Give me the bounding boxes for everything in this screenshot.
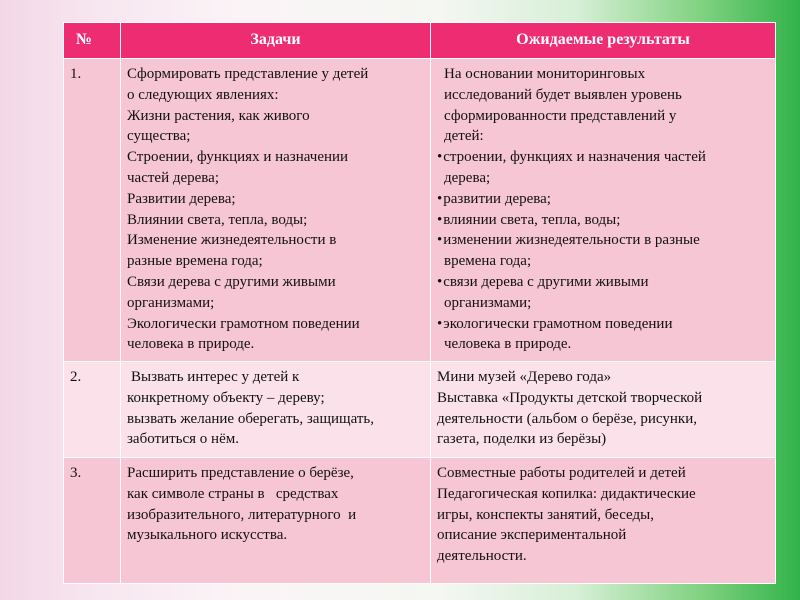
table-header-row <box>64 23 776 59</box>
table-row <box>64 362 776 458</box>
task-line: Жизни растения, как живого <box>127 107 310 124</box>
task-line: как символе страны в средствах <box>127 485 339 502</box>
table-row <box>64 458 776 584</box>
task-line: Развитии дерева; <box>127 190 236 207</box>
header-tasks: Задачи <box>121 23 431 59</box>
task-line: Строении, функциях и назначении <box>127 149 349 166</box>
task-line: Вызвать интерес у детей к <box>131 369 300 385</box>
result-bullet-line <box>437 189 769 210</box>
task-line: конкретному объекту – дереву; <box>127 389 325 406</box>
result-text: развитии дерева; <box>443 190 551 207</box>
task-line: Влиянии света, тепла, воды; <box>127 211 308 228</box>
result-line: Педагогическая копилка: дидактические <box>437 485 696 502</box>
result-text: экологически грамотном поведении <box>443 315 673 332</box>
result-line: игры, конспекты занятий, беседы, <box>437 506 654 523</box>
result-bullet-line <box>437 147 769 168</box>
result-cell <box>431 59 776 362</box>
task-line: организмами; <box>127 294 215 311</box>
result-line: исследований будет выявлен уровень <box>444 86 682 103</box>
result-line: времена года; <box>444 253 532 270</box>
result-line: организмами; <box>444 294 532 311</box>
header-number: № <box>64 23 121 59</box>
result-text: изменении жизнедеятельности в разные <box>443 232 700 249</box>
task-line: Изменение жизнедеятельности в <box>127 232 337 249</box>
task-line: Сформировать представление у детей <box>127 66 369 82</box>
result-line: человека в природе. <box>444 336 572 353</box>
task-line: Связи дерева с другими живыми <box>127 273 336 290</box>
task-line: Экологически грамотном поведении <box>127 315 360 332</box>
task-line: Расширить представление о берёзе, <box>127 465 354 481</box>
row-number: 3. <box>64 458 121 584</box>
task-line: человека в природе. <box>127 336 255 353</box>
table-row <box>64 59 776 362</box>
result-cell <box>431 362 776 458</box>
header-results: Ожидаемые результаты <box>431 23 776 59</box>
result-text: связи дерева с другими живыми <box>443 273 649 290</box>
result-bullet-line <box>437 210 769 231</box>
result-line: детей: <box>444 128 484 145</box>
result-line: На основании мониторинговых <box>444 66 646 82</box>
result-line: описание экспериментальной <box>437 527 627 544</box>
task-cell <box>121 59 431 362</box>
result-line: Выставка «Продукты детской творческой <box>437 389 703 406</box>
result-text: строении, функциях и назначения частей <box>443 149 706 166</box>
task-line: о следующих явлениях: <box>127 86 279 103</box>
result-bullet-line <box>437 230 769 251</box>
row-number: 2. <box>64 362 121 458</box>
result-line: Совместные работы родителей и детей <box>437 465 686 481</box>
task-line: частей дерева; <box>127 169 220 186</box>
task-line: вызвать желание оберегать, защищать, <box>127 410 375 427</box>
task-line: изобразительного, литературного и <box>127 506 357 523</box>
result-text: влиянии света, тепла, воды; <box>443 211 621 228</box>
result-line: деятельности (альбом о берёзе, рисунки, <box>437 410 697 427</box>
tasks-table <box>63 22 776 584</box>
task-line: существа; <box>127 128 191 145</box>
result-line: деятельности. <box>437 548 527 565</box>
result-bullet-line <box>437 272 769 293</box>
task-line: разные времена года; <box>127 253 263 270</box>
result-line: дерева; <box>444 169 491 186</box>
task-line: заботиться о нём. <box>127 431 239 448</box>
result-line: газета, поделки из берёзы) <box>437 431 607 448</box>
task-line: музыкального искусства. <box>127 527 288 544</box>
task-cell <box>121 362 431 458</box>
result-cell <box>431 458 776 584</box>
result-line: Мини музей «Дерево года» <box>437 369 612 385</box>
result-bullet-line <box>437 314 769 335</box>
result-line: сформированности представлений у <box>444 107 677 124</box>
task-cell <box>121 458 431 584</box>
row-number: 1. <box>64 59 121 362</box>
